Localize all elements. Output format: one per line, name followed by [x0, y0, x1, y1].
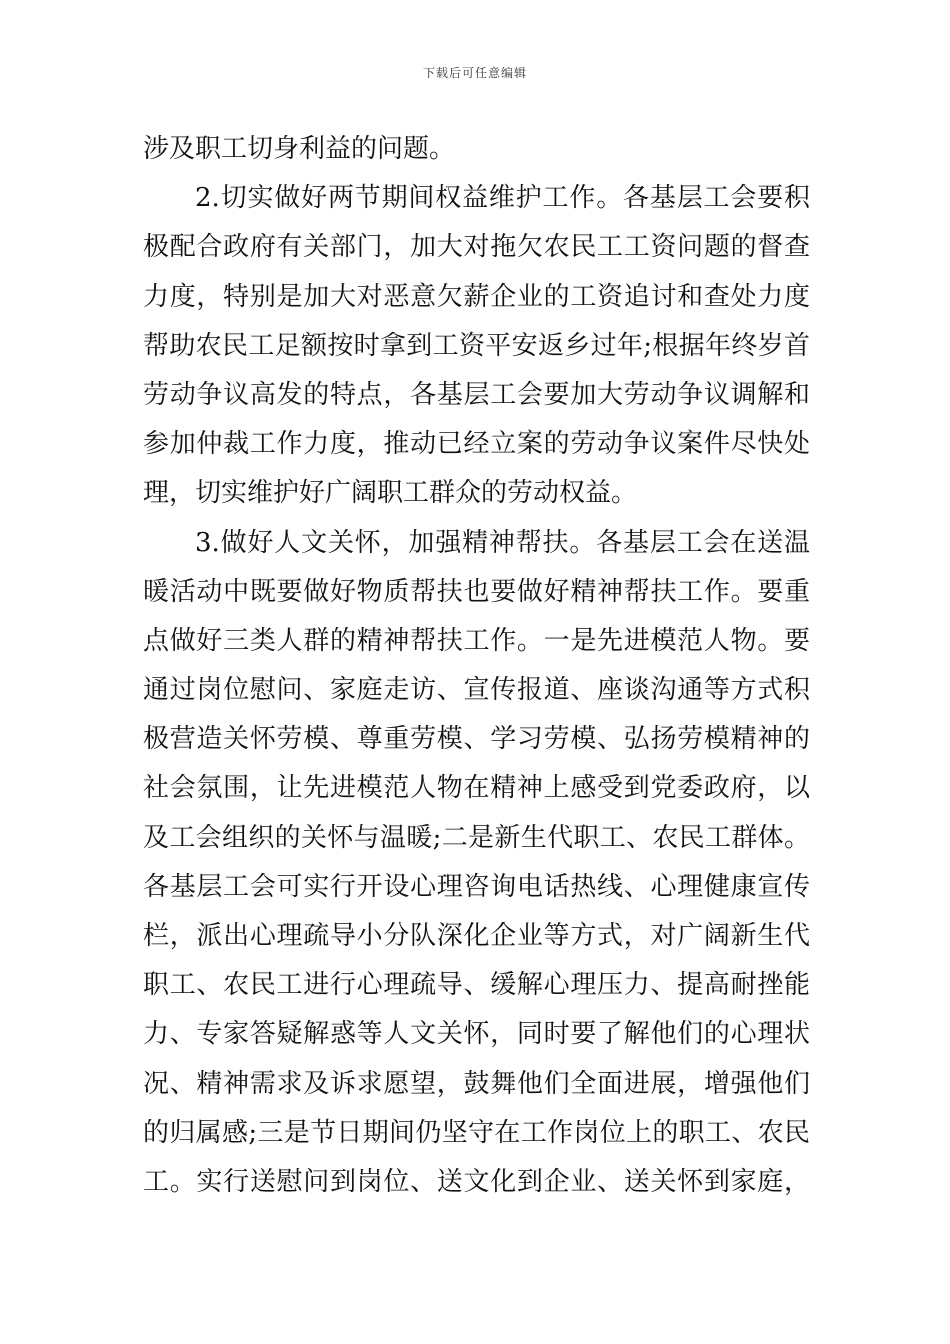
text-line: 极营造关怀劳模、尊重劳模、学习劳模、弘扬劳模精神的	[143, 724, 810, 755]
text-line: 栏，派出心理疏导小分队深化企业等方式，对广阔新生代	[143, 921, 810, 951]
text-line: 通过岗位慰问、家庭走访、宣传报道、座谈沟通等方式积	[143, 675, 810, 706]
text-line: 劳动争议高发的特点，各基层工会要加大劳动争议调解和	[143, 379, 810, 410]
text-line: 参加仲裁工作力度，推动已经立案的劳动争议案件尽快处	[143, 429, 810, 460]
text-line: 况、精神需求及诉求愿望，鼓舞他们全面进展，增强他们	[143, 1068, 810, 1099]
text-line: 帮助农民工足额按时拿到工资平安返乡过年;根据年终岁首	[143, 330, 810, 361]
text-line: 的归属感;三是节日期间仍坚守在工作岗位上的职工、农民	[143, 1117, 810, 1148]
page-header: 下载后可任意编辑	[422, 66, 527, 80]
text-line: 3.做好人文关怀，加强精神帮扶。各基层工会在送温	[195, 527, 810, 558]
text-line: 暖活动中既要做好物质帮扶也要做好精神帮扶工作。要重	[143, 576, 810, 607]
text-line: 及工会组织的关怀与温暖;二是新生代职工、农民工群体。	[143, 822, 810, 853]
text-line: 工。实行送慰问到岗位、送文化到企业、送关怀到家庭，	[143, 1166, 810, 1197]
text-line: 职工、农民工进行心理疏导、缓解心理压力、提高耐挫能	[143, 970, 810, 1001]
text-line: 各基层工会可实行开设心理咨询电话热线、心理健康宣传	[143, 871, 810, 902]
text-line: 社会氛围，让先进模范人物在精神上感受到党委政府，以	[143, 773, 810, 804]
text-line: 力度，特别是加大对恶意欠薪企业的工资追讨和查处力度	[143, 281, 810, 312]
text-line: 点做好三类人群的精神帮扶工作。一是先进模范人物。要	[143, 625, 810, 656]
text-line: 力、专家答疑解惑等人文关怀，同时要了解他们的心理状	[143, 1019, 810, 1050]
text-line: 极配合政府有关部门，加大对拖欠农民工工资问题的督查	[143, 232, 810, 263]
text-line: 涉及职工切身利益的问题。	[143, 134, 456, 164]
document-body	[143, 125, 810, 1207]
text-line: 理，切实维护好广阔职工群众的劳动权益。	[143, 478, 638, 509]
text-line: 2.切实做好两节期间权益维护工作。各基层工会要积	[195, 183, 810, 214]
